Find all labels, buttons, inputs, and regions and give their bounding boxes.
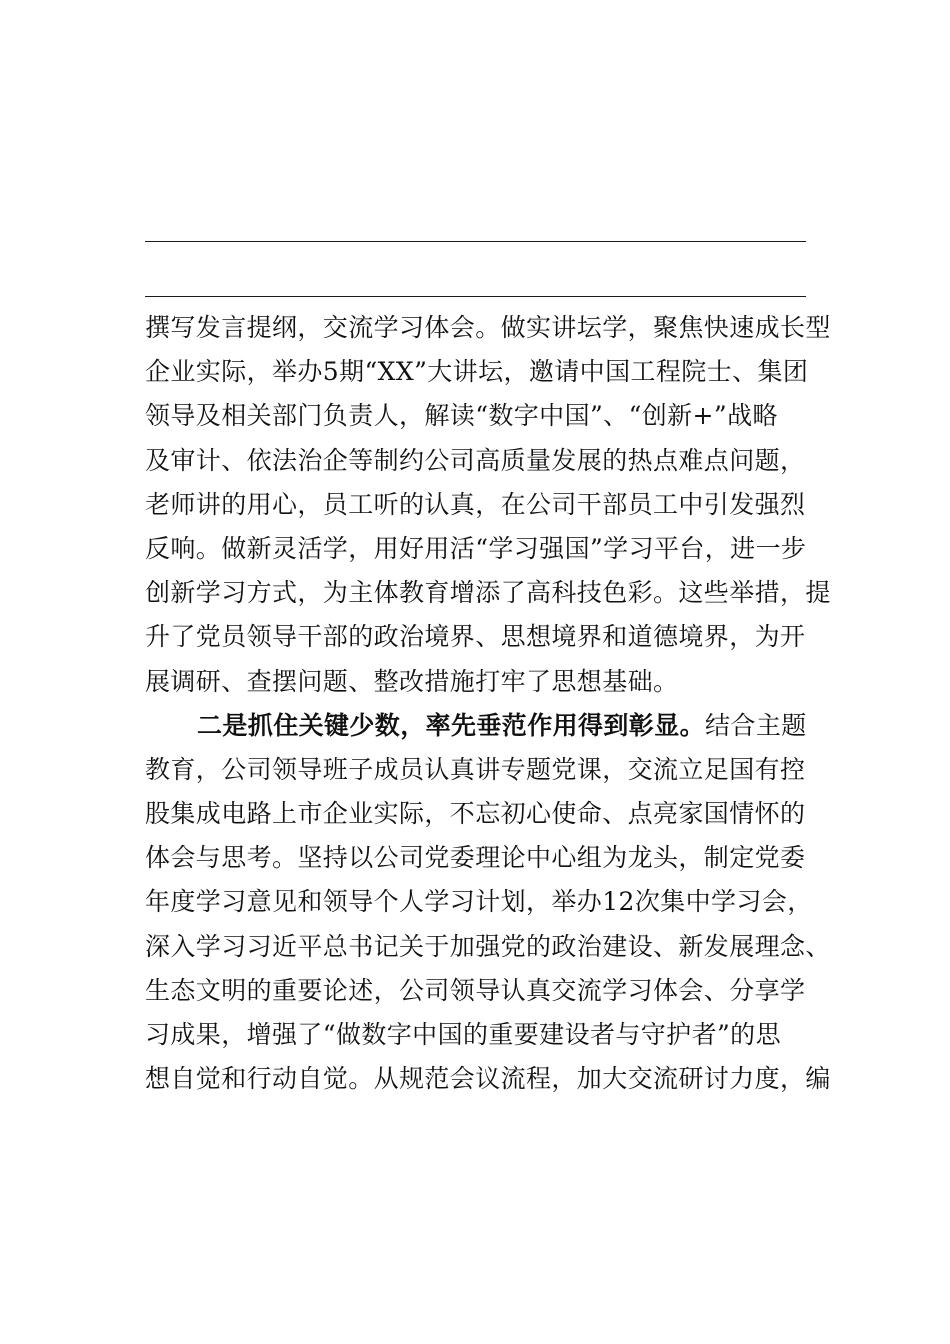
document-body xyxy=(145,306,831,1101)
header-rule-bottom xyxy=(145,296,806,297)
paragraph-2 xyxy=(145,704,831,1102)
paragraph-line: 老师讲的用心，员工听的认真，在公司干部员工中引发强烈 xyxy=(145,489,806,519)
paragraph-line: 升了党员领导干部的政治境界、思想境界和道德境界，为开 xyxy=(145,622,806,652)
paragraph-line: 体会与思考。坚持以公司党委理论中心组为龙头，制定党委 xyxy=(145,843,806,873)
paragraph-line: 深入学习习近平总书记关于加强党的政治建设、新发展理念、 xyxy=(145,931,831,961)
paragraph-2-first-rest: 结合主题 xyxy=(705,710,807,740)
paragraph-line: 展调研、查摆问题、整改措施打牢了思想基础。 xyxy=(145,666,679,696)
paragraph-line: 反响。做新灵活学，用好用活“学习强国”学习平台，进一步 xyxy=(145,533,807,563)
paragraph-line: 年度学习意见和领导个人学习计划，举办12次集中学习会， xyxy=(145,887,813,917)
paragraph-line: 习成果，增强了“做数字中国的重要建设者与守护者”的思 xyxy=(145,1020,781,1049)
paragraph-line: 生态文明的重要论述，公司领导认真交流学习体会、分享学 xyxy=(145,975,806,1005)
paragraph-2-first-line xyxy=(145,704,817,748)
paragraph-line: 撰写发言提纲，交流学习体会。做实讲坛学，聚焦快速成长型 xyxy=(145,313,831,342)
paragraph-2-heading: 二是抓住关键少数，率先垂范作用得到彰显。 xyxy=(197,710,706,740)
header-rule-top xyxy=(145,241,806,242)
paragraph-line: 创新学习方式，为主体教育增添了高科技色彩。这些举措，提 xyxy=(145,578,831,608)
paragraph-line: 及审计、依法治企等制约公司高质量发展的热点难点问题， xyxy=(145,445,806,475)
paragraph-line: 领导及相关部门负责人，解读“数字中国”、“创新+”战略 xyxy=(145,401,778,431)
paragraph-line: 股集成电路上市企业实际，不忘初心使命、点亮家国情怀的 xyxy=(145,799,806,829)
paragraph-line: 教育，公司领导班子成员认真讲专题党课，交流立足国有控 xyxy=(145,754,806,784)
paragraph-1 xyxy=(145,306,831,704)
paragraph-line: 企业实际，举办5期“XX”大讲坛，邀请中国工程院士、集团 xyxy=(145,357,809,387)
paragraph-line: 想自觉和行动自觉。从规范会议流程，加大交流研讨力度，编 xyxy=(145,1064,831,1094)
